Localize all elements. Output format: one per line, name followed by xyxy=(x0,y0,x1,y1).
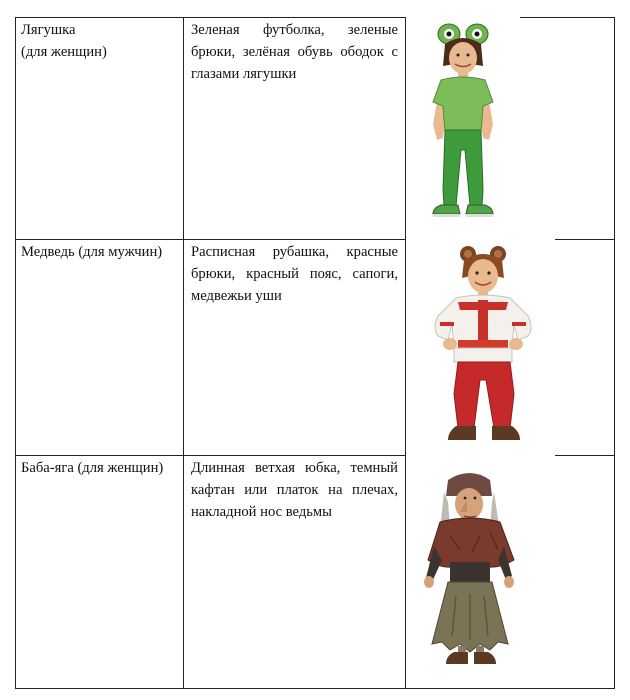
table-border-bottom xyxy=(15,688,615,689)
column-divider-2 xyxy=(405,17,406,689)
frog-costume-figure xyxy=(415,22,515,228)
character-name-baba-yaga: Баба-яга (для женщин) xyxy=(21,460,164,476)
table-border-top xyxy=(15,17,405,18)
table-border-top-right xyxy=(520,17,615,18)
table-border-left xyxy=(15,17,16,689)
description-baba-yaga: Длинная ветхая юбка, темный кафтан или платок на плечах, накладной нос ведьмы xyxy=(191,460,398,520)
column-divider-1 xyxy=(183,17,184,689)
row-divider-2 xyxy=(15,455,405,456)
character-name-frog: Лягушка (для женщин) xyxy=(21,22,107,60)
row-divider-2-right xyxy=(555,455,615,456)
row-divider-1-right xyxy=(555,239,615,240)
baba-yaga-costume-figure xyxy=(420,466,520,672)
table-border-right xyxy=(614,17,615,689)
description-frog: Зеленая футболка, зеленые брюки, зелёная обувь ободок с глазами лягушки xyxy=(191,22,398,82)
character-name-bear: Медведь (для мужчин) xyxy=(21,244,163,260)
row-divider-1 xyxy=(15,239,405,240)
bear-costume-figure xyxy=(428,244,540,450)
description-bear: Расписная рубашка, красные брюки, красный пояс, сапоги, медвежьи уши xyxy=(191,244,398,304)
